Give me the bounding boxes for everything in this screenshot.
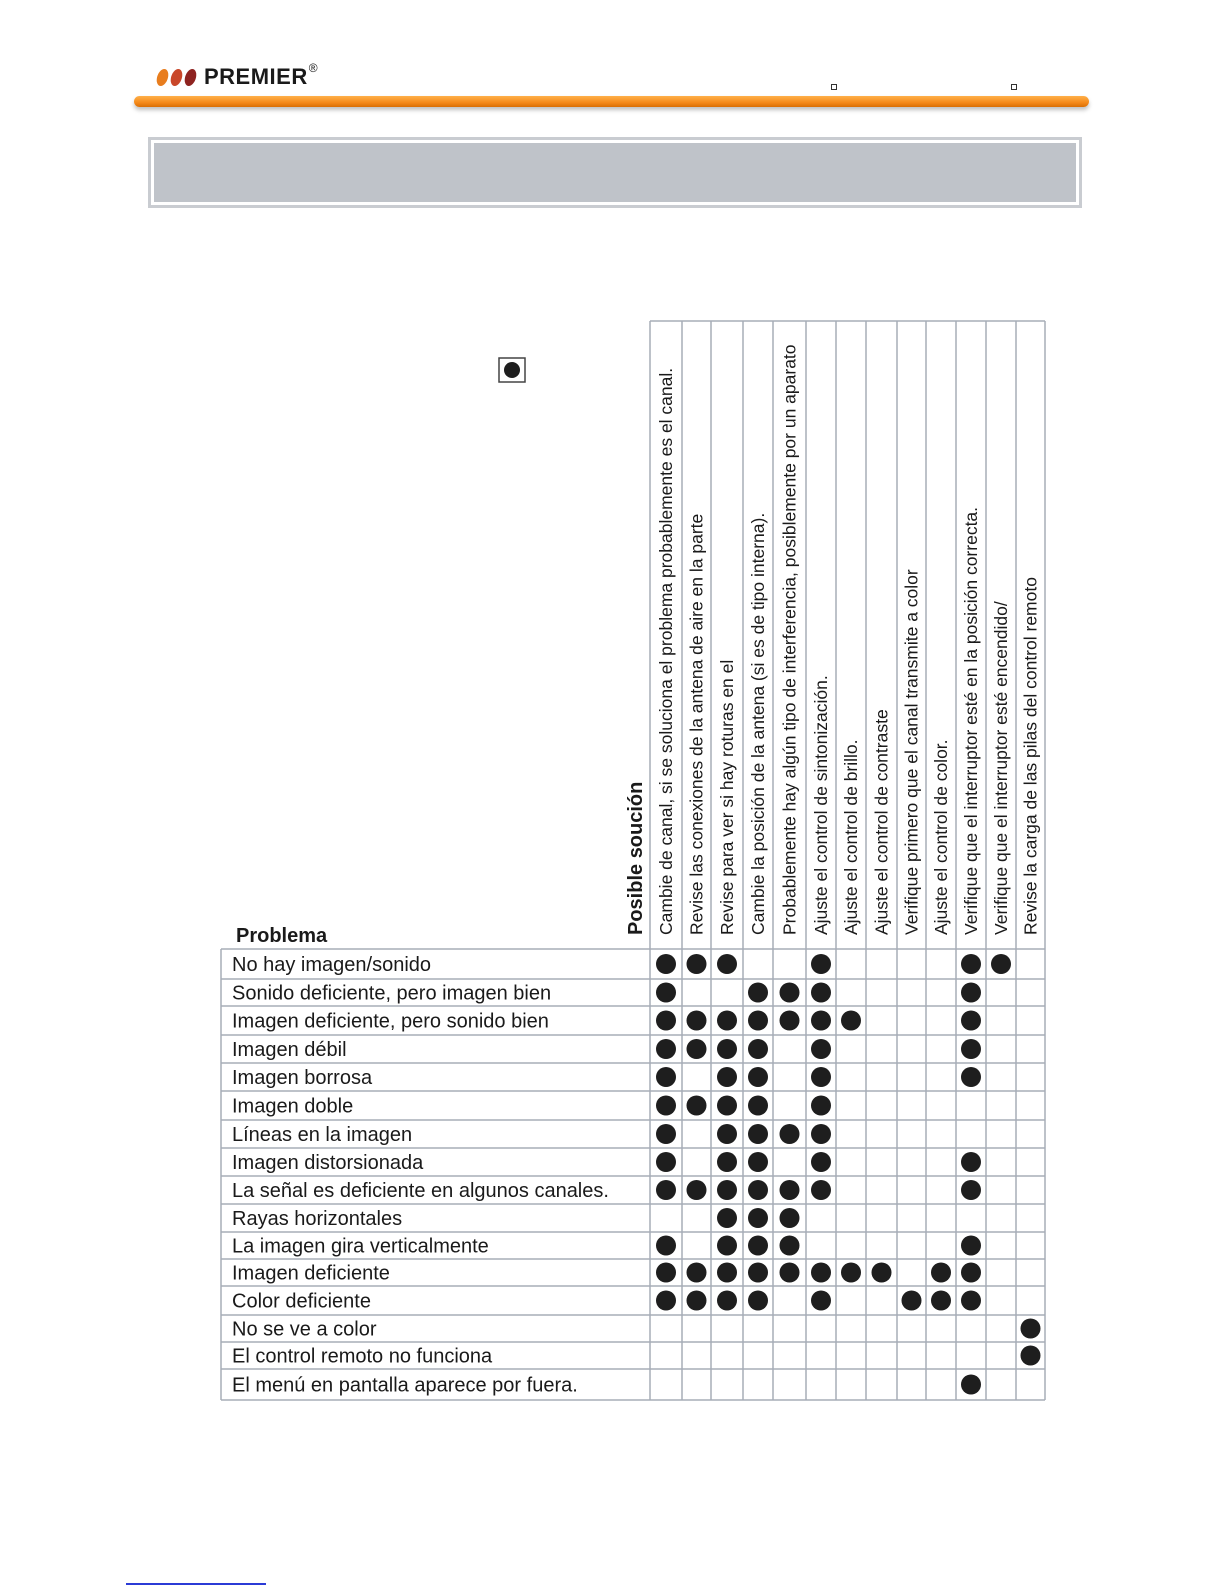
brand-logo — [157, 61, 318, 90]
column-label-4: Cambie la posición de la antena (si es de tipo interna). — [748, 512, 768, 935]
logo-dot-1 — [155, 69, 170, 86]
mark-dot-r3-c3 — [717, 1011, 737, 1031]
mark-dot-r9-c4 — [748, 1180, 768, 1200]
mark-dot-r11-c4 — [748, 1236, 768, 1256]
mark-dot-r12-c6 — [811, 1263, 831, 1283]
mark-dot-r13-c6 — [811, 1291, 831, 1311]
mark-dot-r4-c2 — [687, 1039, 707, 1059]
mark-dot-r3-c5 — [780, 1011, 800, 1031]
mark-dot-r12-c8 — [872, 1263, 892, 1283]
column-label-5: Probablemente hay algún tipo de interferencia, posiblemente por un aparato — [779, 344, 800, 935]
mark-dot-r15-c13 — [1021, 1346, 1041, 1366]
mark-dot-r7-c1 — [656, 1124, 676, 1144]
mark-dot-r1-c3 — [717, 954, 737, 974]
row-label-10: Rayas horizontales — [232, 1208, 403, 1230]
mark-dot-r3-c2 — [687, 1011, 707, 1031]
mark-dot-r1-c2 — [687, 954, 707, 974]
row-label-8: Imagen distorsionada — [232, 1152, 424, 1174]
column-label-3: Revise para ver si hay roturas en el — [717, 659, 737, 935]
mark-dot-r3-c11 — [961, 1011, 981, 1031]
mark-dot-r2-c6 — [811, 983, 831, 1003]
mark-dot-r6-c6 — [811, 1096, 831, 1116]
mark-dot-r2-c4 — [748, 983, 768, 1003]
mark-dot-r12-c5 — [780, 1263, 800, 1283]
legend-dot-icon — [504, 362, 520, 378]
row-label-12: Imagen deficiente — [232, 1262, 390, 1285]
mark-dot-r16-c11 — [961, 1375, 981, 1395]
mark-dot-r8-c1 — [656, 1152, 676, 1172]
mark-dot-r13-c4 — [748, 1291, 768, 1311]
mark-dot-r4-c4 — [748, 1039, 768, 1059]
mark-dot-r1-c1 — [656, 954, 676, 974]
mark-dot-r7-c3 — [717, 1124, 737, 1144]
column-label-1: Cambie de canal, si se soluciona el problema probablemente es el canal. — [656, 367, 676, 935]
mark-dot-r10-c3 — [717, 1208, 737, 1228]
mark-dot-r2-c11 — [961, 983, 981, 1003]
mark-dot-r3-c7 — [841, 1011, 861, 1031]
column-label-2: Revise las conexiones de la antena de aire en la parte — [686, 513, 707, 935]
mark-dot-r5-c3 — [717, 1067, 737, 1087]
row-label-9: La señal es deficiente en algunos canales. — [232, 1180, 609, 1202]
mark-dot-r3-c6 — [811, 1011, 831, 1031]
header-marker-1 — [831, 84, 837, 90]
column-label-11: Verifique que el interruptor esté en la posición correcta. — [961, 506, 981, 935]
mark-dot-r11-c5 — [780, 1236, 800, 1256]
row-label-6: Imagen doble — [232, 1095, 354, 1118]
mark-dot-r13-c10 — [931, 1291, 951, 1311]
mark-dot-r8-c3 — [717, 1152, 737, 1172]
header-bar — [134, 96, 1089, 107]
row-label-5: Imagen borrosa — [232, 1067, 373, 1089]
mark-dot-r11-c3 — [717, 1236, 737, 1256]
mark-dot-r6-c3 — [717, 1096, 737, 1116]
mark-dot-r9-c5 — [780, 1180, 800, 1200]
mark-dot-r1-c6 — [811, 954, 831, 974]
mark-dot-r5-c6 — [811, 1067, 831, 1087]
troubleshooting-chart — [219, 313, 1047, 1403]
column-label-13: Revise la carga de las pilas del control remoto — [1020, 577, 1041, 935]
row-label-1: No hay imagen/sonido — [232, 954, 432, 976]
mark-dot-r5-c4 — [748, 1067, 768, 1087]
mark-dot-r8-c4 — [748, 1152, 768, 1172]
mark-dot-r12-c7 — [841, 1263, 861, 1283]
mark-dot-r12-c11 — [961, 1263, 981, 1283]
brand-name: PREMIER — [204, 64, 308, 89]
section-title-box — [148, 137, 1082, 208]
mark-dot-r4-c3 — [717, 1039, 737, 1059]
mark-dot-r9-c3 — [717, 1180, 737, 1200]
column-label-9: Verifique primero que el canal transmite a color — [901, 569, 922, 935]
row-label-4: Imagen débil — [232, 1039, 347, 1061]
mark-dot-r10-c4 — [748, 1208, 768, 1228]
column-label-12: Verifique que el interruptor esté encendido/ — [991, 601, 1011, 935]
mark-dot-r2-c1 — [656, 983, 676, 1003]
mark-dot-r9-c1 — [656, 1180, 676, 1200]
mark-dot-r3-c1 — [656, 1011, 676, 1031]
column-label-7: Ajuste el control de brillo. — [841, 739, 861, 935]
mark-dot-r4-c11 — [961, 1039, 981, 1059]
row-label-13: Color deficiente — [232, 1290, 371, 1313]
troubleshooting-grid — [219, 313, 1047, 1403]
mark-dot-r4-c1 — [656, 1039, 676, 1059]
column-label-6: Ajuste el control de sintonización. — [811, 675, 831, 935]
row-label-14: No se ve a color — [232, 1318, 377, 1341]
mark-dot-r13-c9 — [902, 1291, 922, 1311]
mark-dot-r5-c1 — [656, 1067, 676, 1087]
mark-dot-r13-c2 — [687, 1291, 707, 1311]
mark-dot-r6-c2 — [687, 1096, 707, 1116]
mark-dot-r13-c3 — [717, 1291, 737, 1311]
row-label-2: Sonido deficiente, pero imagen bien — [232, 982, 552, 1005]
mark-dot-r1-c11 — [961, 954, 981, 974]
mark-dot-r13-c11 — [961, 1291, 981, 1311]
mark-dot-r5-c11 — [961, 1067, 981, 1087]
mark-dot-r12-c1 — [656, 1263, 676, 1283]
mark-dot-r12-c4 — [748, 1263, 768, 1283]
row-label-7: Líneas en la imagen — [232, 1124, 413, 1146]
row-label-11: La imagen gira verticalmente — [232, 1235, 489, 1258]
mark-dot-r11-c11 — [961, 1236, 981, 1256]
mark-dot-r7-c4 — [748, 1124, 768, 1144]
mark-dot-r9-c2 — [687, 1180, 707, 1200]
mark-dot-r11-c1 — [656, 1236, 676, 1256]
logo-dot-2 — [169, 69, 184, 86]
column-label-8: Ajuste el control de contraste — [871, 709, 892, 935]
row-label-16: El menú en pantalla aparece por fuera. — [232, 1374, 578, 1397]
header-marker-2 — [1011, 84, 1017, 90]
mark-dot-r4-c6 — [811, 1039, 831, 1059]
mark-dot-r7-c6 — [811, 1124, 831, 1144]
mark-dot-r6-c1 — [656, 1096, 676, 1116]
mark-dot-r12-c10 — [931, 1263, 951, 1283]
row-header: Problema — [236, 925, 328, 947]
registered-mark: ® — [308, 61, 318, 75]
mark-dot-r6-c4 — [748, 1096, 768, 1116]
mark-dot-r2-c5 — [780, 983, 800, 1003]
row-label-3: Imagen deficiente, pero sonido bien — [232, 1010, 549, 1033]
mark-dot-r1-c12 — [991, 954, 1011, 974]
mark-dot-r14-c13 — [1021, 1319, 1041, 1339]
column-header: Posible soución — [625, 781, 647, 935]
mark-dot-r12-c3 — [717, 1263, 737, 1283]
row-label-15: El control remoto no funciona — [232, 1345, 493, 1368]
mark-dot-r13-c1 — [656, 1291, 676, 1311]
mark-dot-r9-c6 — [811, 1180, 831, 1200]
mark-dot-r8-c6 — [811, 1152, 831, 1172]
mark-dot-r7-c5 — [780, 1124, 800, 1144]
column-label-10: Ajuste el control de color. — [931, 739, 951, 935]
mark-dot-r12-c2 — [687, 1263, 707, 1283]
mark-dot-r3-c4 — [748, 1011, 768, 1031]
logo-dot-3 — [183, 69, 198, 86]
mark-dot-r8-c11 — [961, 1152, 981, 1172]
mark-dot-r10-c5 — [780, 1208, 800, 1228]
mark-dot-r9-c11 — [961, 1180, 981, 1200]
